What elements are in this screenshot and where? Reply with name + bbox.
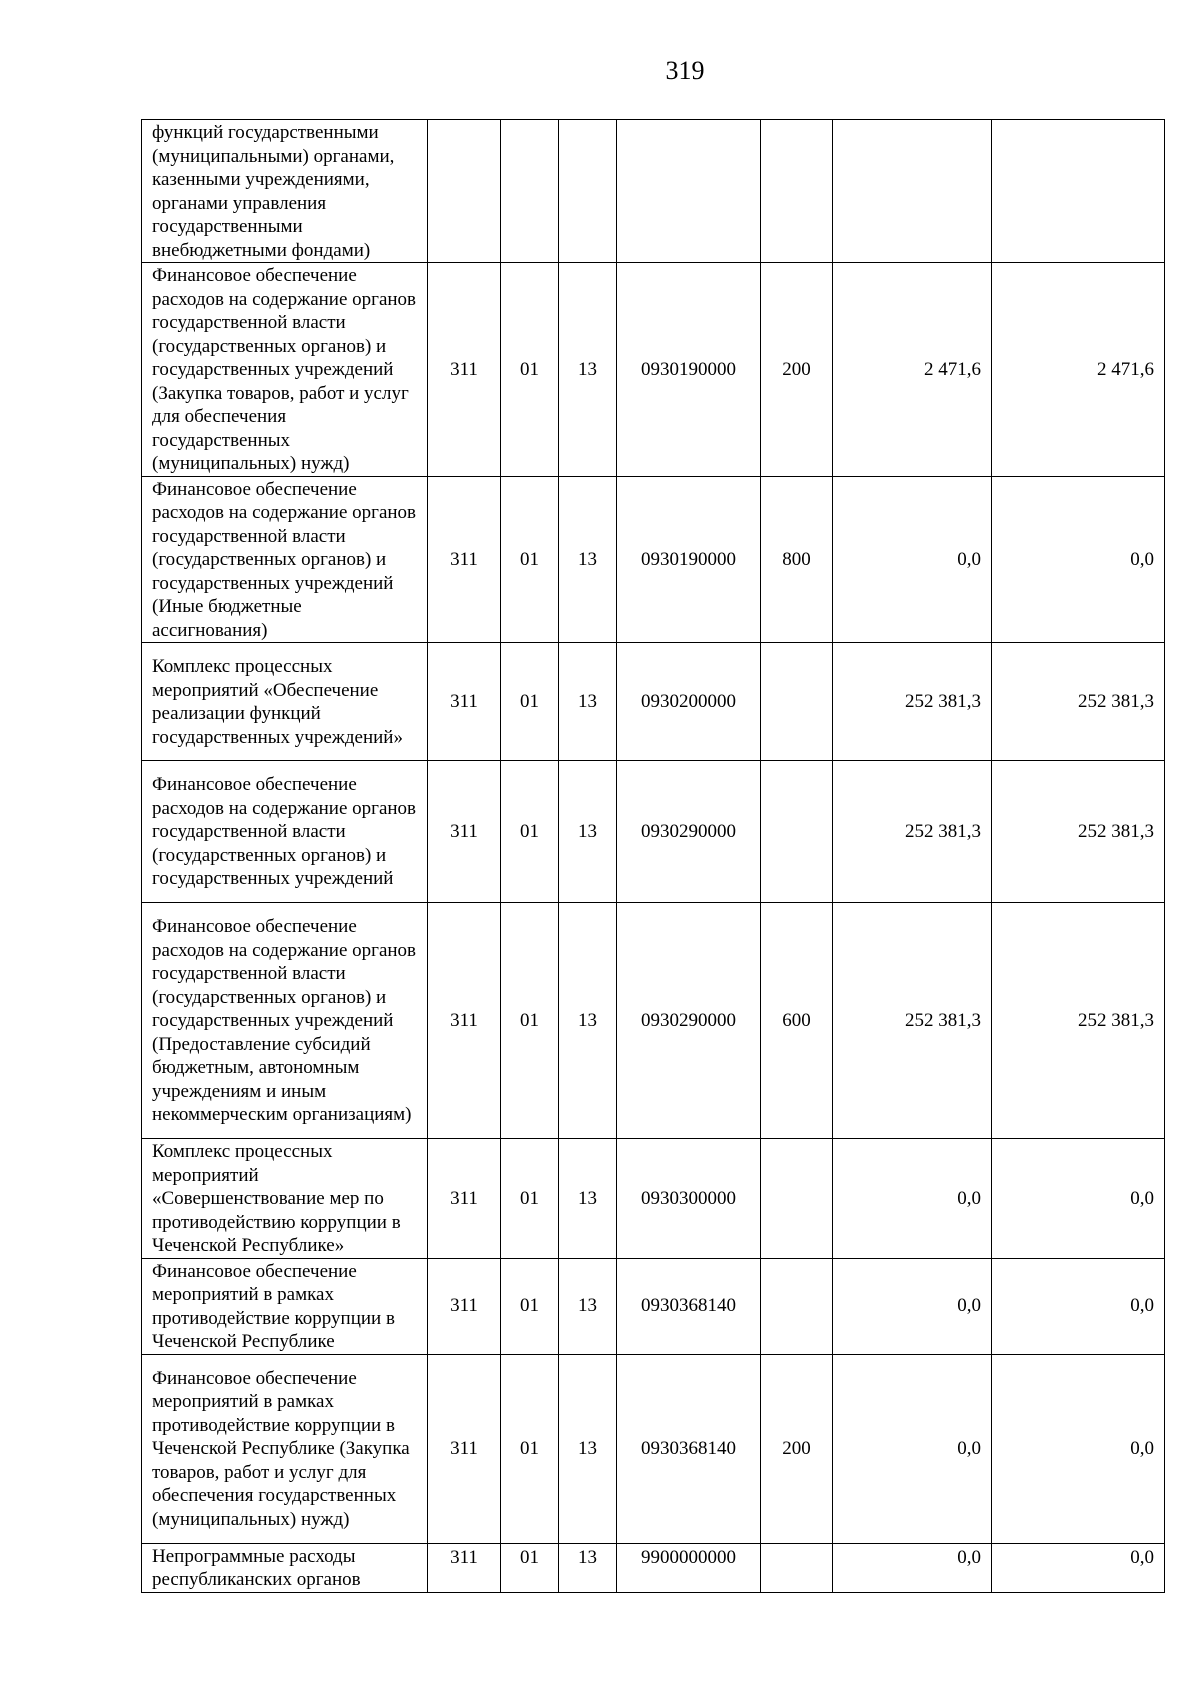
subsection-code: 13 <box>559 1543 617 1592</box>
amount-1 <box>833 120 992 263</box>
row-name: Финансовое обеспечение расходов на содержание органов государственной власти (государственных органов) и государственных учреждений (Иные бюджетные ассигнования) <box>142 476 428 643</box>
ved-code: 311 <box>428 1354 501 1543</box>
target-article-code: 0930300000 <box>617 1139 761 1259</box>
ved-code: 311 <box>428 476 501 643</box>
table-row <box>142 643 1165 761</box>
expense-type-code: 600 <box>761 903 833 1139</box>
expense-type-code: 200 <box>761 263 833 477</box>
amount-2: 0,0 <box>992 1258 1165 1354</box>
section-code: 01 <box>501 263 559 477</box>
ved-code: 311 <box>428 1543 501 1592</box>
subsection-code: 13 <box>559 1354 617 1543</box>
expense-type-code <box>761 1543 833 1592</box>
subsection-code: 13 <box>559 903 617 1139</box>
row-name: Комплекс процессных мероприятий «Обеспечение реализации функций государственных учреждений» <box>142 643 428 761</box>
table-row <box>142 120 1165 263</box>
amount-2: 252 381,3 <box>992 761 1165 903</box>
subsection-code: 13 <box>559 263 617 477</box>
amount-1: 252 381,3 <box>833 903 992 1139</box>
ved-code: 311 <box>428 1139 501 1259</box>
table-row <box>142 1258 1165 1354</box>
section-code: 01 <box>501 643 559 761</box>
table-row <box>142 1139 1165 1259</box>
expense-type-code: 800 <box>761 476 833 643</box>
amount-1: 2 471,6 <box>833 263 992 477</box>
section-code: 01 <box>501 1139 559 1259</box>
ved-code: 311 <box>428 643 501 761</box>
subsection-code: 13 <box>559 761 617 903</box>
row-name: Финансовое обеспечение расходов на содержание органов государственной власти (государственных органов) и государственных учреждений (Предоставление субсидий бюджетным, автономным учреждениям и иным некоммерческим организациям) <box>142 903 428 1139</box>
expense-type-code <box>761 643 833 761</box>
subsection-code: 13 <box>559 1258 617 1354</box>
amount-2: 252 381,3 <box>992 903 1165 1139</box>
target-article-code: 0930290000 <box>617 761 761 903</box>
target-article-code: 0930190000 <box>617 476 761 643</box>
amount-2: 0,0 <box>992 1139 1165 1259</box>
row-name: функций государственными (муниципальными) органами, казенными учреждениями, органами управления государственными внебюджетными фондами) <box>142 120 428 263</box>
table-row <box>142 263 1165 477</box>
section-code: 01 <box>501 1258 559 1354</box>
table-row <box>142 1543 1165 1592</box>
table-row <box>142 476 1165 643</box>
ved-code: 311 <box>428 1258 501 1354</box>
subsection-code: 13 <box>559 643 617 761</box>
amount-1: 0,0 <box>833 1354 992 1543</box>
row-name: Финансовое обеспечение расходов на содержание органов государственной власти (государственных органов) и государственных учреждений <box>142 761 428 903</box>
subsection-code: 13 <box>559 476 617 643</box>
amount-1: 0,0 <box>833 1543 992 1592</box>
table-row <box>142 903 1165 1139</box>
subsection-code <box>559 120 617 263</box>
expense-type-code <box>761 120 833 263</box>
amount-2: 0,0 <box>992 476 1165 643</box>
amount-1: 0,0 <box>833 476 992 643</box>
expense-type-code <box>761 761 833 903</box>
target-article-code: 9900000000 <box>617 1543 761 1592</box>
target-article-code <box>617 120 761 263</box>
section-code: 01 <box>501 1354 559 1543</box>
amount-2: 0,0 <box>992 1543 1165 1592</box>
expense-type-code <box>761 1258 833 1354</box>
section-code: 01 <box>501 903 559 1139</box>
table-row <box>142 1354 1165 1543</box>
target-article-code: 0930190000 <box>617 263 761 477</box>
target-article-code: 0930200000 <box>617 643 761 761</box>
row-name: Финансовое обеспечение мероприятий в рамках противодействие коррупции в Чеченской Республике <box>142 1258 428 1354</box>
amount-2 <box>992 120 1165 263</box>
section-code <box>501 120 559 263</box>
row-name: Комплекс процессных мероприятий «Совершенствование мер по противодействию коррупции в Чеченской Республике» <box>142 1139 428 1259</box>
amount-1: 0,0 <box>833 1139 992 1259</box>
expense-type-code <box>761 1139 833 1259</box>
subsection-code: 13 <box>559 1139 617 1259</box>
expense-type-code: 200 <box>761 1354 833 1543</box>
amount-2: 252 381,3 <box>992 643 1165 761</box>
amount-2: 2 471,6 <box>992 263 1165 477</box>
row-name: Финансовое обеспечение мероприятий в рамках противодействие коррупции в Чеченской Республике (Закупка товаров, работ и услуг для обеспечения государственных (муниципальных) нужд) <box>142 1354 428 1543</box>
ved-code: 311 <box>428 903 501 1139</box>
target-article-code: 0930290000 <box>617 903 761 1139</box>
section-code: 01 <box>501 476 559 643</box>
amount-1: 252 381,3 <box>833 643 992 761</box>
page-number: 319 <box>665 56 705 85</box>
budget-table <box>141 119 1165 1593</box>
target-article-code: 0930368140 <box>617 1258 761 1354</box>
table-row <box>142 761 1165 903</box>
section-code: 01 <box>501 1543 559 1592</box>
amount-1: 252 381,3 <box>833 761 992 903</box>
target-article-code: 0930368140 <box>617 1354 761 1543</box>
row-name: Финансовое обеспечение расходов на содержание органов государственной власти (государственных органов) и государственных учреждений (Закупка товаров, работ и услуг для обеспечения государственных (муниципальных) нужд) <box>142 263 428 477</box>
ved-code: 311 <box>428 263 501 477</box>
ved-code: 311 <box>428 761 501 903</box>
ved-code <box>428 120 501 263</box>
row-name: Непрограммные расходы республиканских органов <box>142 1543 428 1592</box>
amount-2: 0,0 <box>992 1354 1165 1543</box>
amount-1: 0,0 <box>833 1258 992 1354</box>
section-code: 01 <box>501 761 559 903</box>
